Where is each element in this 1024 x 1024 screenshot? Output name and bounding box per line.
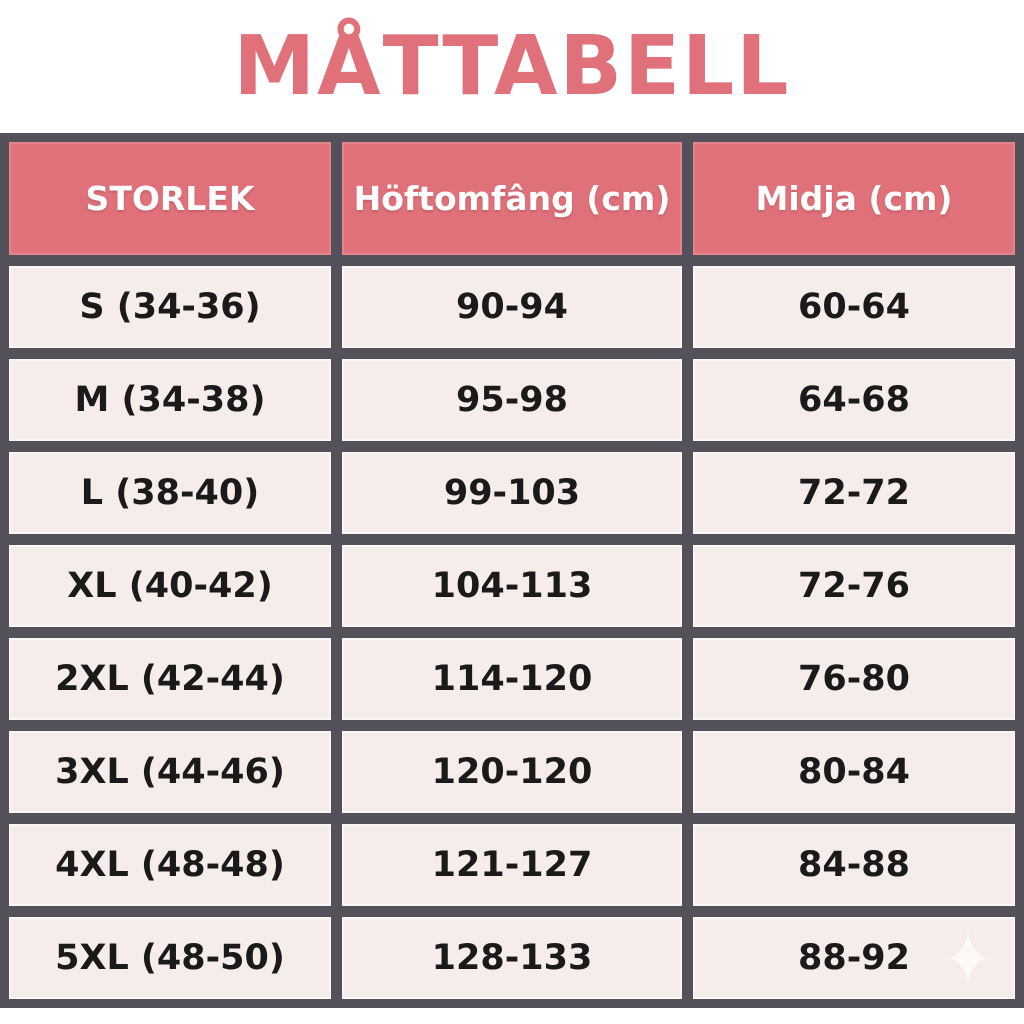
hip-cell: 95-98: [342, 359, 682, 441]
size-cell: 5XL (48-50): [9, 917, 331, 999]
size-cell: M (34-38): [9, 359, 331, 441]
size-cell: 4XL (48-48): [9, 824, 331, 906]
size-cell: XL (40-42): [9, 545, 331, 627]
size-cell: 2XL (42-44): [9, 638, 331, 720]
page-title: MÅTTABELL: [233, 19, 791, 114]
hip-cell: 128-133: [342, 917, 682, 999]
hip-cell: 90-94: [342, 266, 682, 348]
hip-cell: 114-120: [342, 638, 682, 720]
sparkle-icon: [950, 932, 986, 984]
size-cell: L (38-40): [9, 452, 331, 534]
waist-cell: 72-72: [693, 452, 1015, 534]
waist-cell: 80-84: [693, 731, 1015, 813]
size-chart-table: [0, 133, 1024, 1008]
waist-cell: 84-88: [693, 824, 1015, 906]
hip-cell: 99-103: [342, 452, 682, 534]
waist-cell: 72-76: [693, 545, 1015, 627]
waist-cell: 76-80: [693, 638, 1015, 720]
waist-cell: 64-68: [693, 359, 1015, 441]
size-cell: S (34-36): [9, 266, 331, 348]
column-header-storlek: STORLEK: [9, 142, 331, 255]
size-cell: 3XL (44-46): [9, 731, 331, 813]
hip-cell: 104-113: [342, 545, 682, 627]
waist-cell: 60-64: [693, 266, 1015, 348]
waist-cell: 88-92: [693, 917, 1015, 999]
hip-cell: 120-120: [342, 731, 682, 813]
column-header-midja: Midja (cm): [693, 142, 1015, 255]
column-header-hoftomfang: Höftomfâng (cm): [342, 142, 682, 255]
hip-cell: 121-127: [342, 824, 682, 906]
